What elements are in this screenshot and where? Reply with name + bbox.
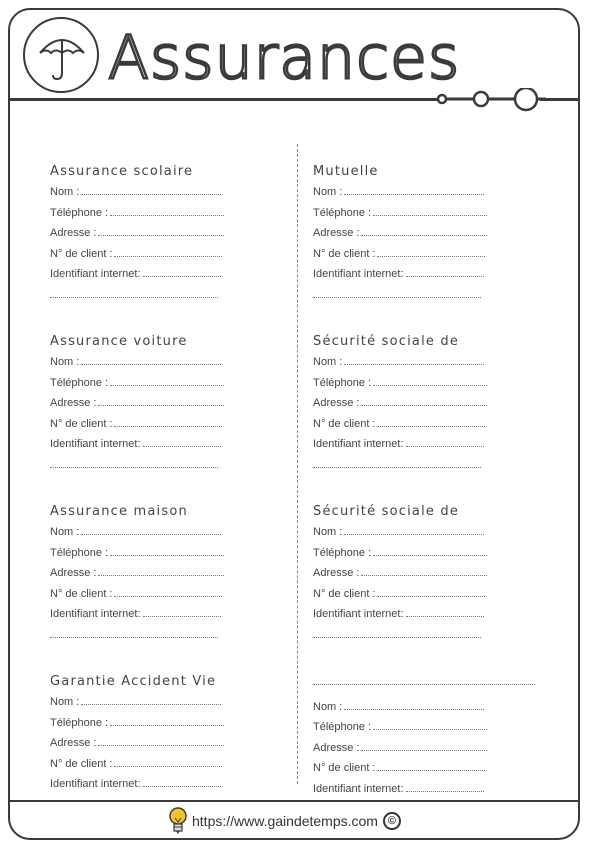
header-rule bbox=[8, 98, 438, 101]
field-identifiant[interactable]: Identifiant internet: bbox=[50, 264, 224, 285]
section-assurance-scolaire bbox=[50, 162, 224, 305]
title-blank-line[interactable] bbox=[313, 672, 535, 693]
field-adresse[interactable]: Adresse : bbox=[313, 223, 487, 244]
footer-url[interactable]: https://www.gaindetemps.com bbox=[192, 813, 378, 829]
field-nom[interactable]: Nom : bbox=[50, 352, 224, 373]
section-title: Sécurité sociale de bbox=[313, 504, 460, 519]
field-adresse[interactable]: Adresse : bbox=[50, 223, 224, 244]
field-nom[interactable]: Nom : bbox=[313, 352, 487, 373]
field-identifiant[interactable]: Identifiant internet: bbox=[50, 604, 224, 625]
section-title: Assurance maison bbox=[50, 504, 188, 519]
field-nom[interactable]: Nom : bbox=[313, 522, 487, 543]
section-title: Assurance scolaire bbox=[50, 164, 194, 179]
field-nom[interactable]: Nom : bbox=[50, 522, 224, 543]
copyright-icon: © bbox=[383, 812, 401, 830]
field-blank[interactable] bbox=[313, 285, 487, 306]
section-title: Garantie Accident Vie bbox=[50, 674, 217, 689]
field-nom[interactable]: Nom : bbox=[50, 692, 224, 713]
footer-rule bbox=[8, 800, 580, 802]
field-identifiant[interactable]: Identifiant internet: bbox=[313, 604, 487, 625]
field-adresse[interactable]: Adresse : bbox=[313, 393, 487, 414]
section-securite-sociale-2 bbox=[313, 502, 487, 645]
section-title: Mutuelle bbox=[313, 164, 379, 179]
field-nom[interactable]: Nom : bbox=[313, 697, 535, 718]
field-client[interactable]: N° de client : bbox=[50, 584, 224, 605]
field-blank[interactable] bbox=[313, 625, 487, 646]
field-nom[interactable]: Nom : bbox=[50, 182, 224, 203]
field-telephone[interactable]: Téléphone : bbox=[313, 203, 487, 224]
field-client[interactable]: N° de client : bbox=[50, 244, 224, 265]
field-nom[interactable]: Nom : bbox=[313, 182, 487, 203]
field-identifiant[interactable]: Identifiant internet: bbox=[313, 779, 535, 800]
field-telephone[interactable]: Téléphone : bbox=[313, 717, 535, 738]
field-telephone[interactable]: Téléphone : bbox=[50, 203, 224, 224]
field-client[interactable]: N° de client : bbox=[313, 758, 535, 779]
field-adresse[interactable]: Adresse : bbox=[50, 733, 224, 754]
field-adresse[interactable]: Adresse : bbox=[50, 563, 224, 584]
field-adresse[interactable]: Adresse : bbox=[313, 738, 535, 759]
field-client[interactable]: N° de client : bbox=[313, 584, 487, 605]
section-title: Sécurité sociale de bbox=[313, 334, 460, 349]
lightbulb-icon bbox=[168, 806, 188, 836]
field-identifiant[interactable]: Identifiant internet: bbox=[50, 434, 224, 455]
field-identifiant[interactable]: Identifiant internet: bbox=[50, 774, 224, 795]
field-blank[interactable] bbox=[50, 625, 224, 646]
field-client[interactable]: N° de client : bbox=[313, 414, 487, 435]
section-assurance-maison bbox=[50, 502, 224, 645]
field-adresse[interactable]: Adresse : bbox=[50, 393, 224, 414]
section-untitled bbox=[313, 672, 535, 799]
field-telephone[interactable]: Téléphone : bbox=[313, 543, 487, 564]
section-garantie-accident-vie bbox=[50, 672, 224, 795]
field-blank[interactable] bbox=[313, 455, 487, 476]
logo bbox=[23, 17, 99, 93]
header-rule-tail bbox=[540, 98, 580, 101]
page-title: Assurances bbox=[108, 23, 461, 93]
section-securite-sociale-1 bbox=[313, 332, 487, 475]
section-assurance-voiture bbox=[50, 332, 224, 475]
field-telephone[interactable]: Téléphone : bbox=[50, 543, 224, 564]
section-title: Assurance voiture bbox=[50, 334, 188, 349]
field-identifiant[interactable]: Identifiant internet: bbox=[313, 434, 487, 455]
column-divider bbox=[297, 144, 298, 784]
field-client[interactable]: N° de client : bbox=[50, 414, 224, 435]
section-mutuelle bbox=[313, 162, 487, 305]
header-ornament bbox=[436, 88, 546, 112]
field-telephone[interactable]: Téléphone : bbox=[50, 373, 224, 394]
field-identifiant[interactable]: Identifiant internet: bbox=[313, 264, 487, 285]
field-blank[interactable] bbox=[50, 455, 224, 476]
field-blank[interactable] bbox=[50, 285, 224, 306]
footer bbox=[168, 806, 401, 836]
field-client[interactable]: N° de client : bbox=[313, 244, 487, 265]
field-telephone[interactable]: Téléphone : bbox=[50, 713, 224, 734]
umbrella-icon bbox=[37, 33, 87, 81]
field-telephone[interactable]: Téléphone : bbox=[313, 373, 487, 394]
field-adresse[interactable]: Adresse : bbox=[313, 563, 487, 584]
field-client[interactable]: N° de client : bbox=[50, 754, 224, 775]
